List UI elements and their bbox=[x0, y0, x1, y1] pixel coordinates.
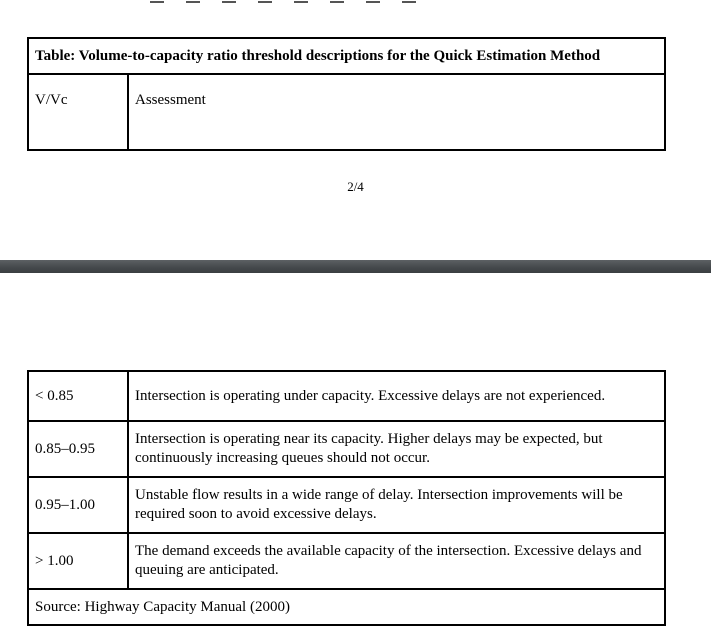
page-3 bbox=[0, 273, 711, 643]
page-separator bbox=[0, 260, 711, 273]
table-row bbox=[28, 477, 665, 533]
assessment-cell: Intersection is operating under capacity. Excessive delays are not experienced. bbox=[128, 371, 665, 421]
assessment-cell: Unstable flow results in a wide range of delay. Intersection improvements will be required soon to avoid excessive delays. bbox=[128, 477, 665, 533]
vvc-cell: 0.95–1.00 bbox=[28, 477, 128, 533]
page-2 bbox=[0, 0, 711, 260]
column-header-assessment: Assessment bbox=[128, 74, 665, 150]
table-row bbox=[28, 371, 665, 421]
table-source-row bbox=[28, 589, 665, 625]
table-title: Table: Volume-to-capacity ratio threshold descriptions for the Quick Estimation Method bbox=[28, 38, 665, 74]
table-row bbox=[28, 533, 665, 589]
assessment-cell: The demand exceeds the available capacity of the intersection. Excessive delays and queuing are anticipated. bbox=[128, 533, 665, 589]
table-body-section bbox=[27, 370, 666, 626]
vvc-cell: < 0.85 bbox=[28, 371, 128, 421]
table-row bbox=[28, 421, 665, 477]
column-header-vvc: V/Vc bbox=[28, 74, 128, 150]
table-header-section bbox=[27, 37, 666, 151]
page-number: 2/4 bbox=[347, 179, 364, 194]
vvc-cell: > 1.00 bbox=[28, 533, 128, 589]
vvc-cell: 0.85–0.95 bbox=[28, 421, 128, 477]
assessment-cell: Intersection is operating near its capacity. Higher delays may be expected, but continuously increasing queues should not occur. bbox=[128, 421, 665, 477]
source-note: Source: Highway Capacity Manual (2000) bbox=[28, 589, 665, 625]
clipped-text-line bbox=[150, 0, 490, 5]
